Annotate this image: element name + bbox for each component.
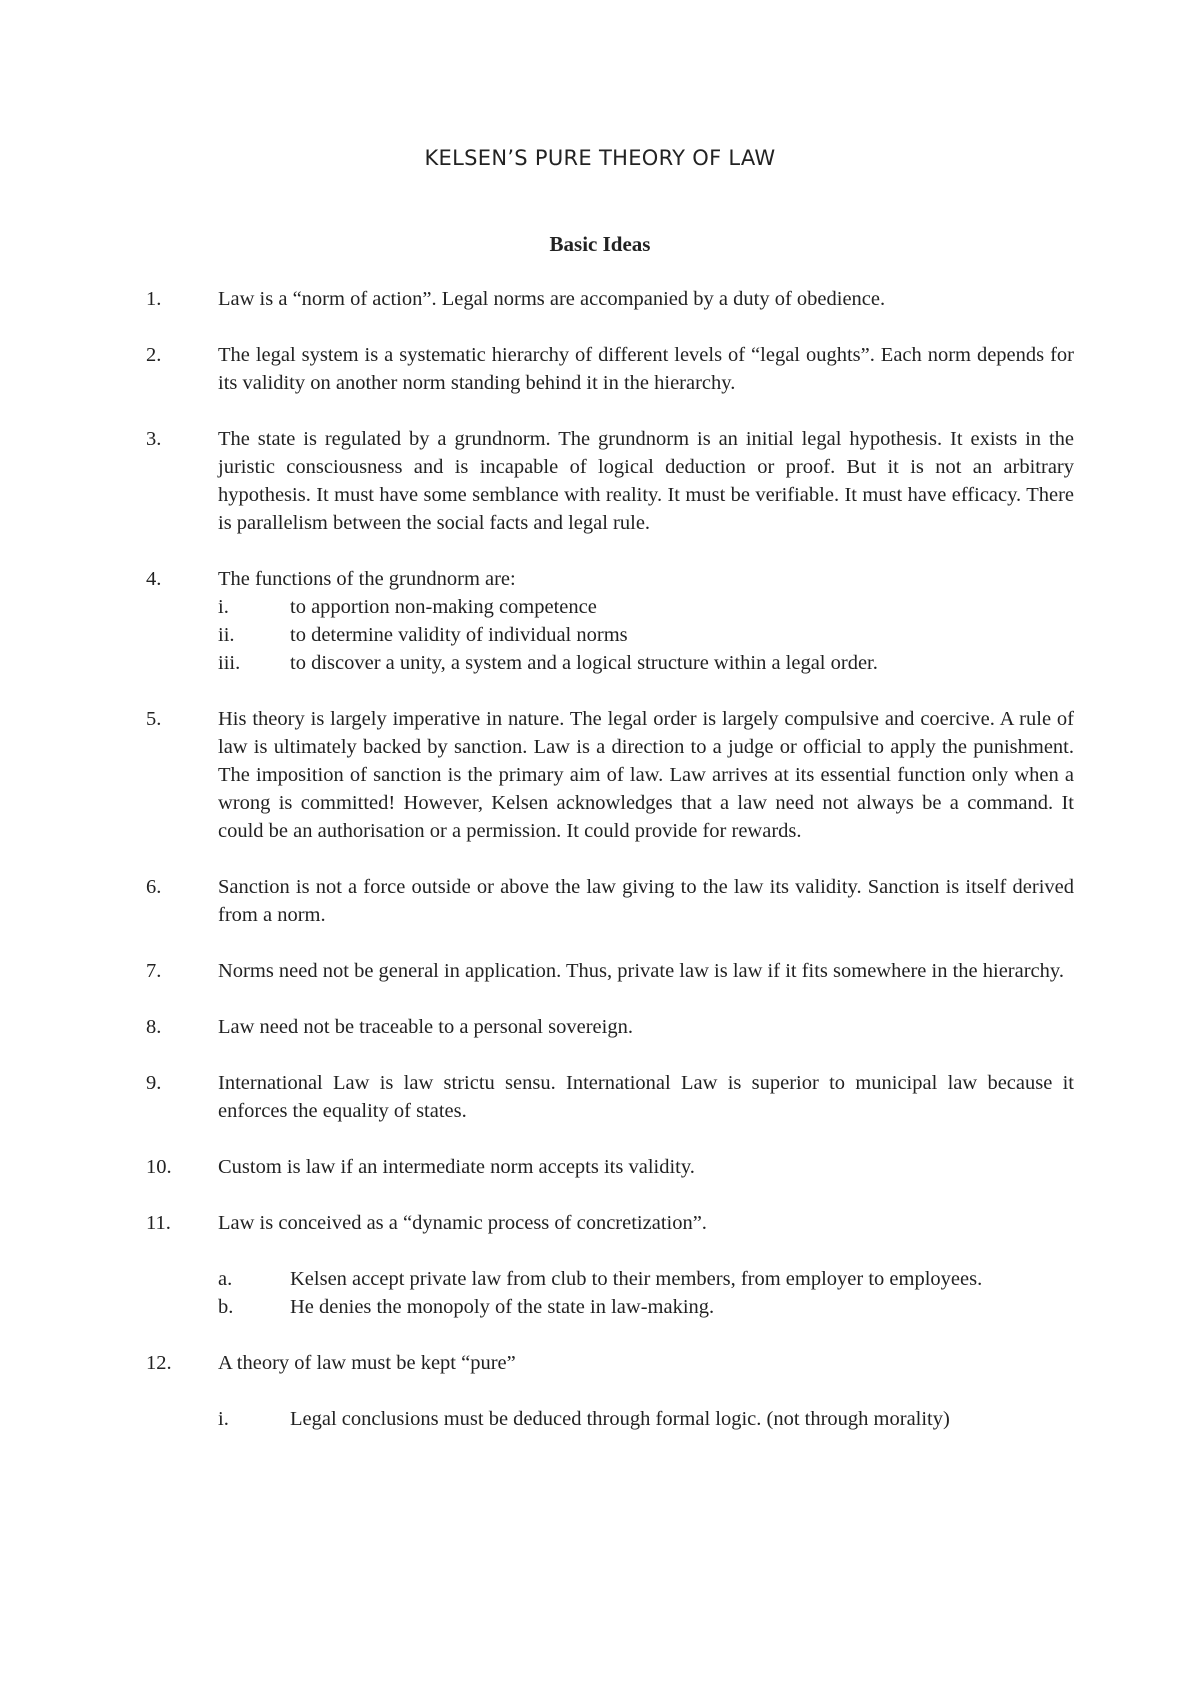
- list-item: [146, 1013, 1074, 1041]
- sub-list-marker: ii.: [218, 624, 235, 646]
- list-number: 7.: [146, 960, 162, 982]
- list-number: 9.: [146, 1072, 162, 1094]
- list-number: 2.: [146, 344, 162, 366]
- list-item: [146, 1153, 1074, 1181]
- list-item-text: A theory of law must be kept “pure”: [218, 1352, 516, 1374]
- list-number: 3.: [146, 428, 162, 450]
- list-item: [146, 873, 1074, 929]
- sub-list-item: [218, 621, 1074, 649]
- sub-list-text: Kelsen accept private law from club to their members, from employer to employees.: [290, 1268, 983, 1290]
- sub-list-text: He denies the monopoly of the state in law-making.: [290, 1296, 715, 1318]
- list-item: [146, 1069, 1074, 1125]
- sub-list-item: [218, 1405, 1074, 1433]
- list-item-text: Custom is law if an intermediate norm accepts its validity.: [218, 1156, 695, 1178]
- document-title: KELSEN’S PURE THEORY OF LAW: [424, 146, 776, 170]
- list-item-text: International Law is law strictu sensu. International Law is superior to municipal law because it enforces the equality of states.: [218, 1072, 1074, 1122]
- list-item-text: Law need not be traceable to a personal sovereign.: [218, 1016, 633, 1038]
- list-item-text: Sanction is not a force outside or above the law giving to the law its validity. Sanction is itself derived from a norm.: [218, 876, 1074, 926]
- list-item: [146, 565, 1074, 677]
- list-item: [146, 705, 1074, 845]
- list-number: 11.: [146, 1212, 171, 1234]
- sub-list-marker: i.: [218, 596, 229, 618]
- list-item: [146, 285, 1074, 313]
- list-item-text: His theory is largely imperative in nature. The legal order is largely compulsive and coercive. A rule of law is ultimately backed by sanction. Law is a direction to a judge or official to apply the punishment. The imposition of sanction is the primary aim of law. Law arrives at its essential function only when a wrong is committed! However, Kelsen acknowledges that a law need not always be a command. It could be an authorisation or a permission. It could provide for rewards.: [218, 708, 1074, 842]
- section-heading: Basic Ideas: [549, 232, 651, 256]
- list-number: 4.: [146, 568, 162, 590]
- list-item-text: The functions of the grundnorm are:: [218, 568, 516, 590]
- numbered-list: [146, 285, 1074, 1461]
- list-item: [146, 1349, 1074, 1433]
- list-item: [146, 1209, 1074, 1321]
- sub-list-item: [218, 649, 1074, 677]
- sub-list-text: to discover a unity, a system and a logical structure within a legal order.: [290, 652, 878, 674]
- list-item: [146, 341, 1074, 397]
- list-item: [146, 425, 1074, 537]
- sub-list-item: [218, 1265, 1074, 1293]
- list-number: 10.: [146, 1156, 172, 1178]
- list-item-text: Law is a “norm of action”. Legal norms are accompanied by a duty of obedience.: [218, 288, 886, 310]
- sub-list-item: [218, 593, 1074, 621]
- list-item: [146, 957, 1074, 985]
- sub-list-text: to apportion non-making competence: [290, 596, 597, 618]
- sub-list-marker: iii.: [218, 652, 241, 674]
- sub-list-marker: b.: [218, 1296, 234, 1318]
- list-item-text: Norms need not be general in application. Thus, private law is law if it fits somewhere in the hierarchy.: [218, 960, 1064, 982]
- list-number: 6.: [146, 876, 162, 898]
- sub-list-item: [218, 1293, 1074, 1321]
- list-item-text: The state is regulated by a grundnorm. The grundnorm is an initial legal hypothesis. It exists in the juristic consciousness and is incapable of logical deduction or proof. But it is not an arbitrary hypothesis. It must have some semblance with reality. It must be verifiable. It must have efficacy. There is parallelism between the social facts and legal rule.: [218, 428, 1074, 534]
- sub-list-text: Legal conclusions must be deduced through formal logic. (not through morality): [290, 1408, 950, 1430]
- sub-list-marker: a.: [218, 1268, 233, 1290]
- list-number: 1.: [146, 288, 162, 310]
- list-number: 5.: [146, 708, 162, 730]
- list-number: 12.: [146, 1352, 172, 1374]
- list-number: 8.: [146, 1016, 162, 1038]
- sub-list-text: to determine validity of individual norms: [290, 624, 628, 646]
- list-item-text: Law is conceived as a “dynamic process of concretization”.: [218, 1212, 707, 1234]
- sub-list-marker: i.: [218, 1408, 229, 1430]
- list-item-text: The legal system is a systematic hierarchy of different levels of “legal oughts”. Each norm depends for its validity on another norm standing behind it in the hierarchy.: [218, 344, 1074, 394]
